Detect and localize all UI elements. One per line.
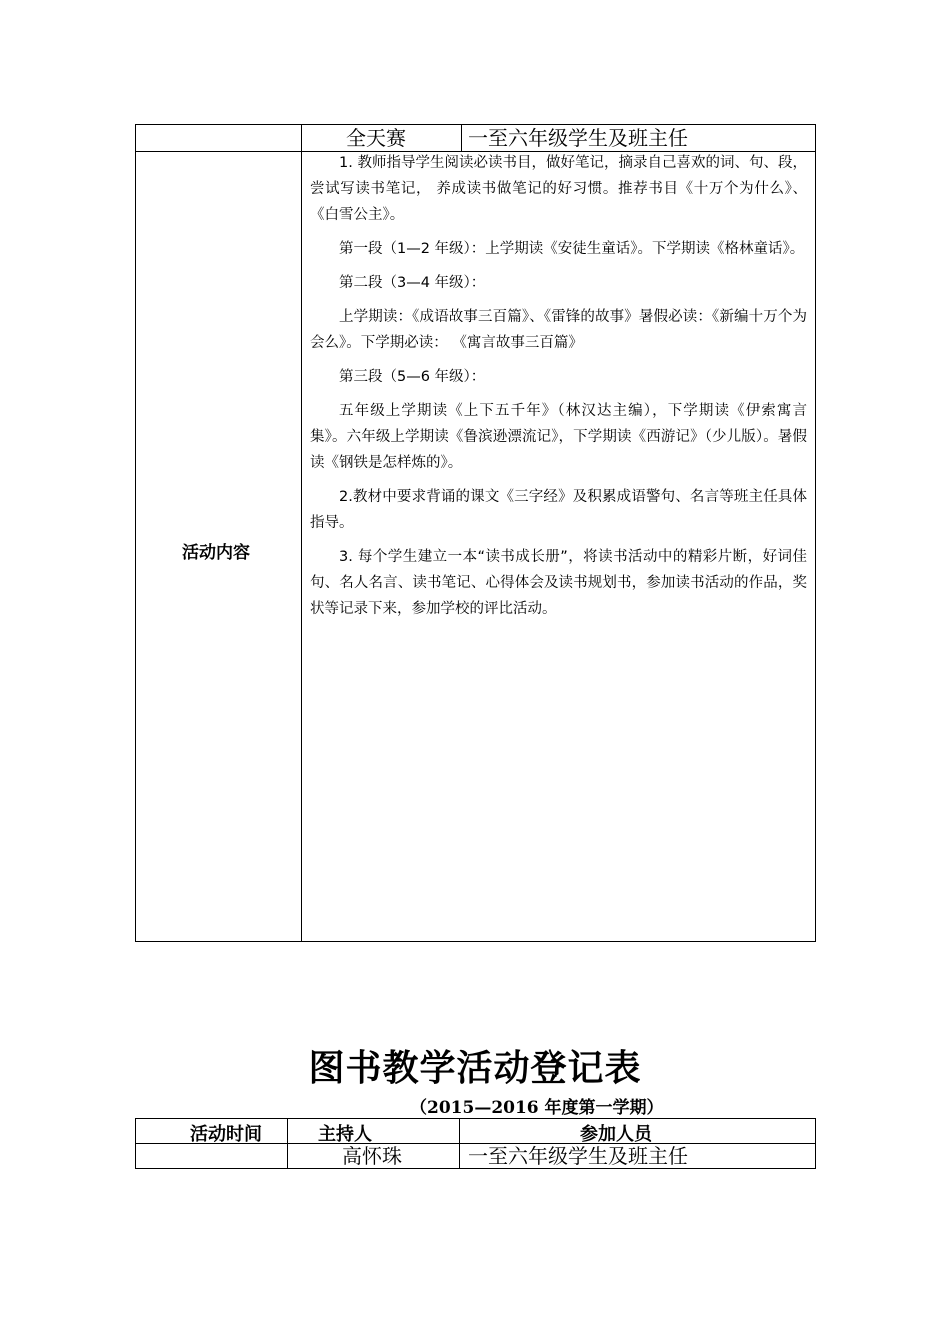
content-paragraph: 2.教材中要求背诵的课文《三字经》及积累成语警句、名言等班主任具体指导。	[310, 489, 807, 531]
header-time: 活动时间	[190, 1124, 262, 1145]
activity-content-label: 活动内容	[182, 543, 250, 563]
content-paragraph: 1. 教师指导学生阅读必读书目，做好笔记，摘录自己喜欢的词、句、段，尝试写读书笔记， 养成读书做笔记的好习惯。推荐书目《十万个为什么》、《白雪公主》。	[310, 155, 807, 223]
header-host: 主持人	[318, 1124, 372, 1145]
header-participants: 参加人员	[580, 1124, 652, 1145]
content-paragraph: 3. 每个学生建立一本“读书成长册”，将读书活动中的精彩片断，好词佳句、名人名言、读书笔记、心得体会及读书规划书，参加读书活动的作品，奖状等记录下来，参加学校的评比活动。	[310, 549, 807, 617]
activity-content	[310, 150, 807, 630]
content-paragraph: 第一段（1—2 年级）：上学期读《安徒生童话》。下学期读《格林童话》。	[339, 241, 805, 257]
content-paragraph: 上学期读：《成语故事三百篇》、《雷锋的故事》暑假必读：《新编十万个为会么》。下学期必读： 《寓言故事三百篇》	[310, 309, 807, 351]
row-host-value: 高怀珠	[342, 1144, 402, 1168]
form-subtitle: （2015—2016 年度第一学期）	[410, 1098, 664, 1118]
content-paragraph: 第二段（3—4 年级）：	[339, 275, 486, 291]
row1-time-value: 全天赛	[346, 126, 406, 150]
row1-participants-value: 一至六年级学生及班主任	[468, 126, 688, 150]
row-participants-value: 一至六年级学生及班主任	[468, 1144, 688, 1168]
content-paragraph: 五年级上学期读《上下五千年》（林汉达主编），下学期读《伊索寓言集》。六年级上学期读《鲁滨逊漂流记》，下学期读《西游记》（少儿版）。暑假读《钢铁是怎样炼的》。	[310, 403, 807, 471]
form-title: 图书教学活动登记表	[308, 1048, 642, 1089]
content-paragraph: 第三段（5—6 年级）：	[339, 369, 486, 385]
